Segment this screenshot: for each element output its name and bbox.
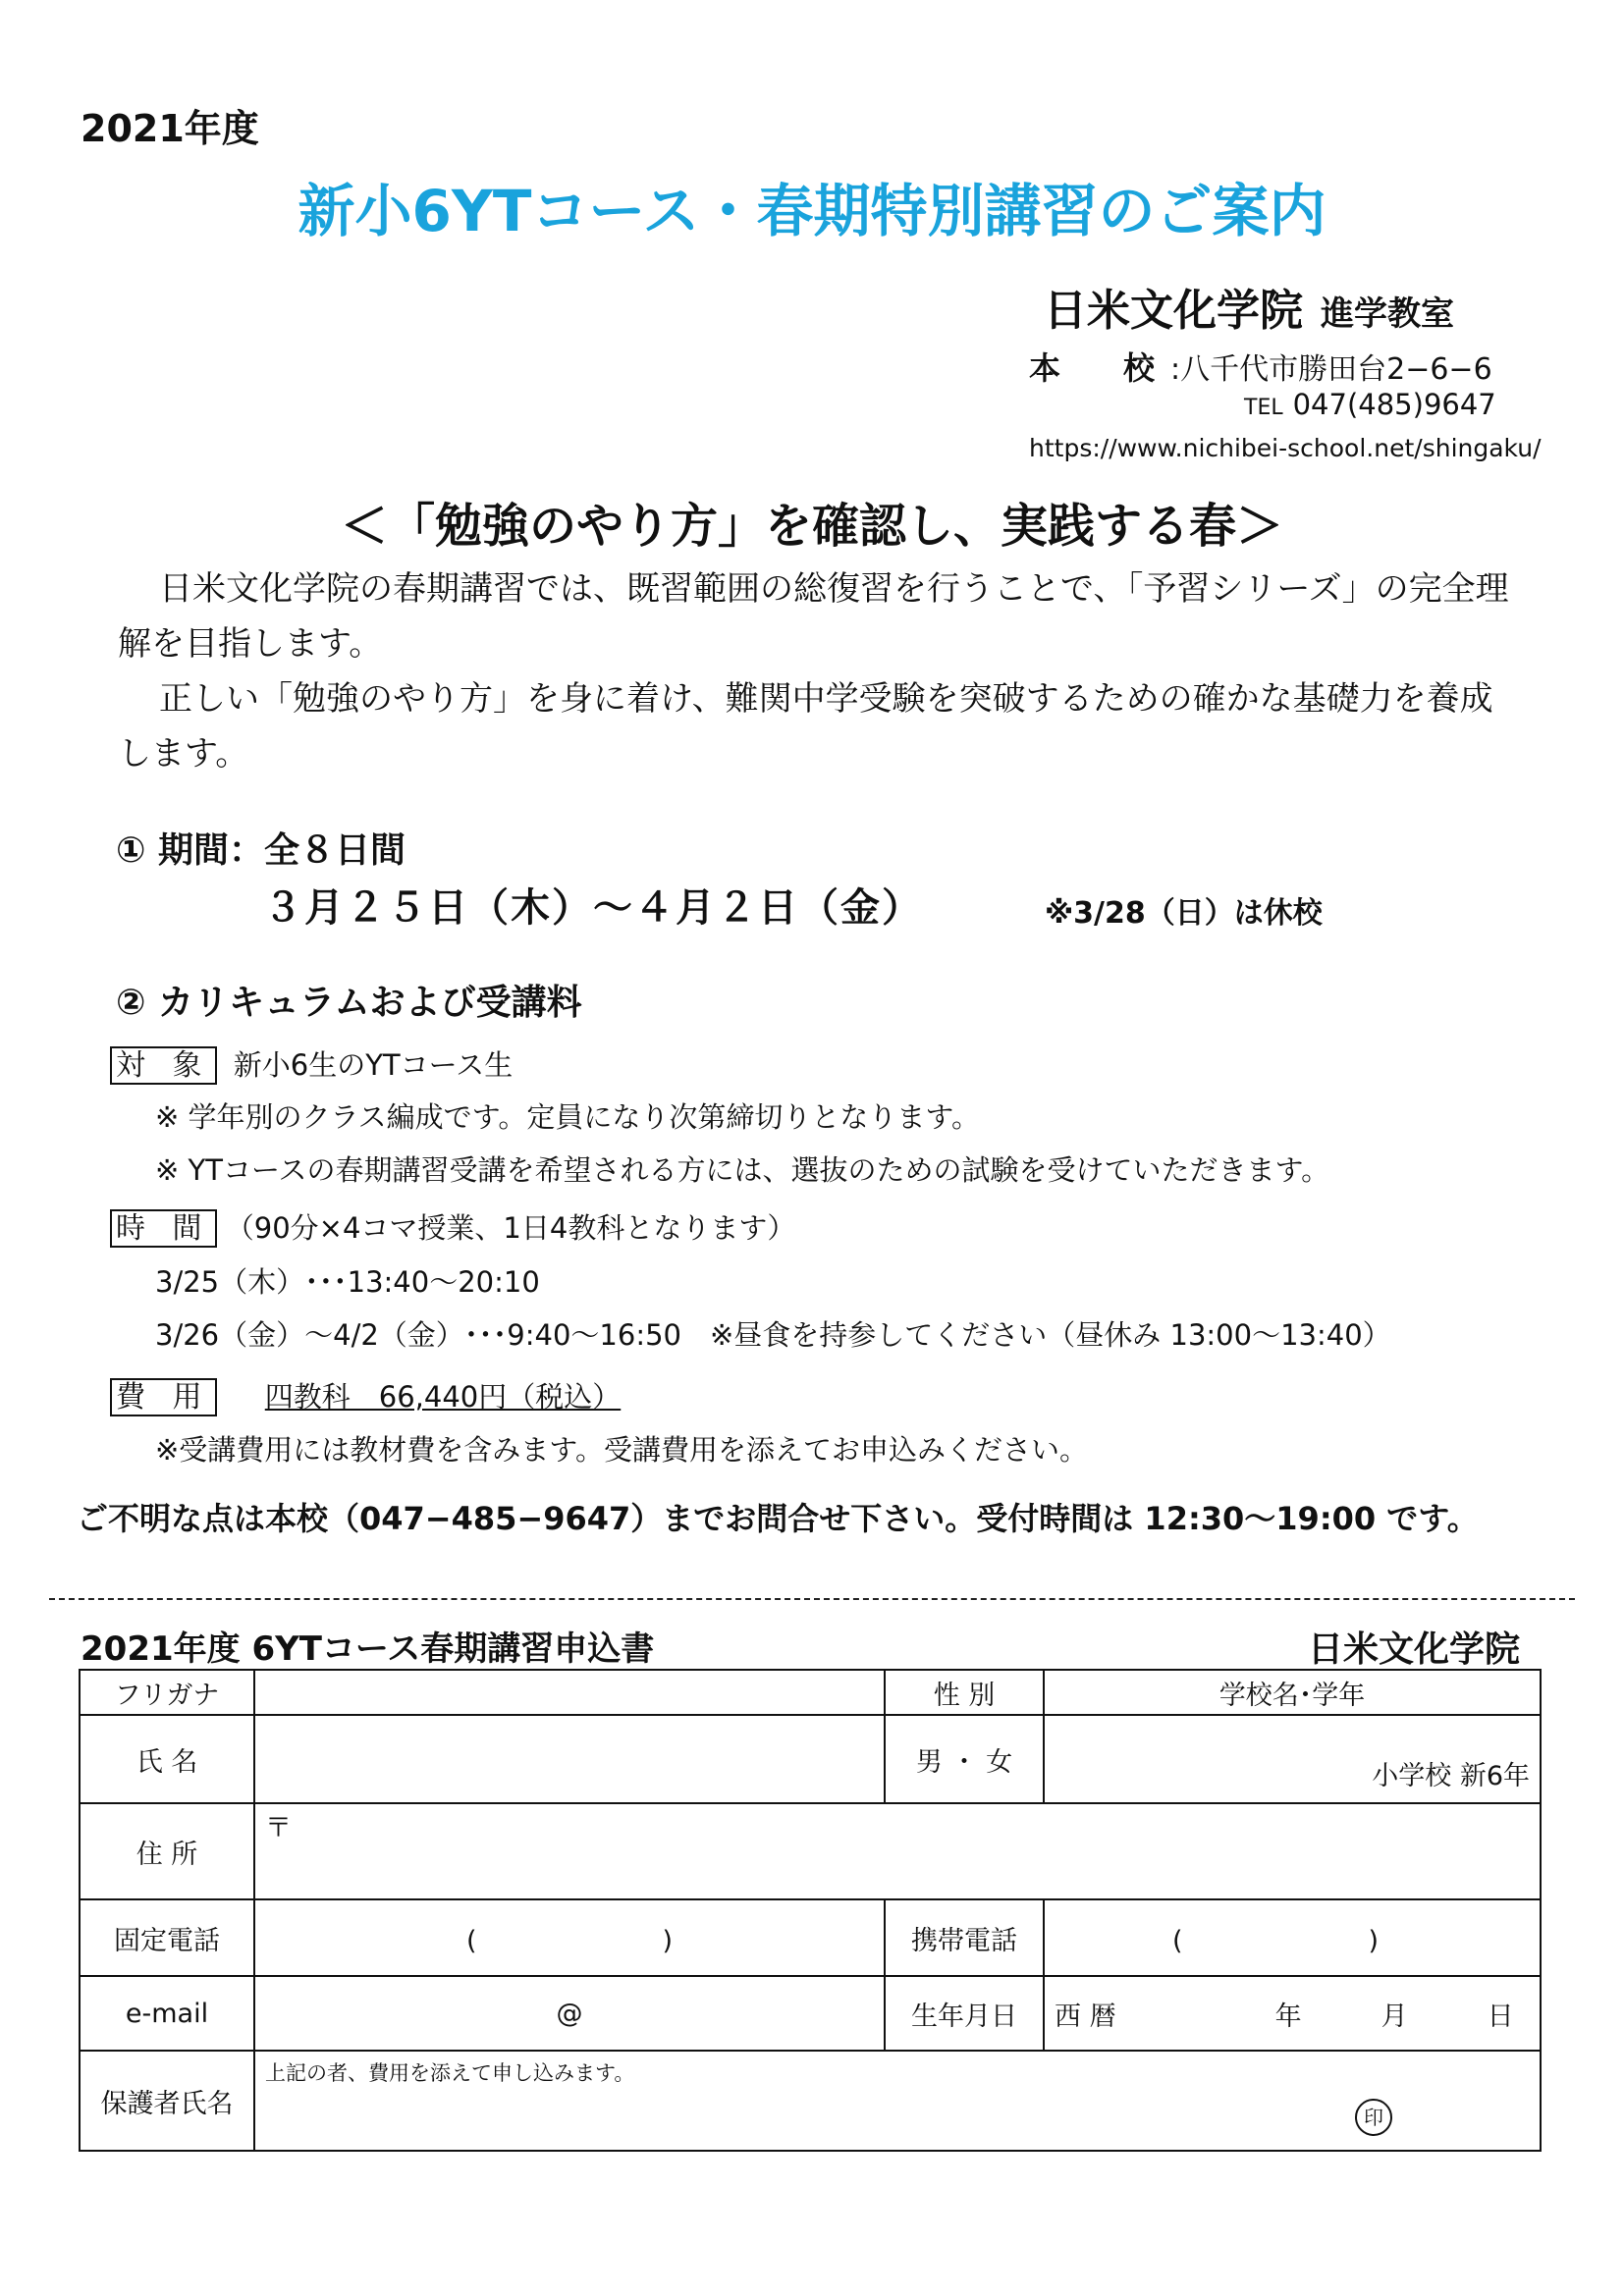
time-desc: （90分×4コマ授業、1日4教科となります）: [225, 1211, 796, 1245]
landline-label: 固定電話: [80, 1899, 254, 1976]
intro-paragraph-1: 日米文化学院の春期講習では、既習範囲の総復習を行うことで、「予習シリーズ」の完全理解を目指します。: [118, 569, 1509, 664]
name-label: 氏 名: [80, 1715, 254, 1803]
fee-value: 四教科 66,440円（税込）: [264, 1380, 622, 1414]
guardian-field[interactable]: [254, 2051, 1541, 2151]
period-heading: ① 期間：全８日間: [116, 830, 406, 871]
curriculum-heading: ② カリキュラムおよび受講料: [116, 983, 582, 1023]
contact-info: ご不明な点は本校（047−485−9647）までお問合せ下さい。受付時間は 12:30～19:00 です。: [77, 1500, 1479, 1537]
landline-field[interactable]: ( ): [254, 1899, 885, 1976]
school-address: [1029, 344, 1492, 389]
email-label: e-mail: [80, 1976, 254, 2051]
school-grade-label: 学校名･学年: [1044, 1670, 1541, 1715]
intro-paragraph-2: 正しい「勉強のやり方」を身に着け、難関中学受験を突破するための確かな基礎力を養成します。: [118, 679, 1493, 774]
tel-label: TEL: [1244, 396, 1283, 420]
page-title: 新小6YTコース・春期特別講習のご案内: [298, 178, 1326, 244]
cut-line: [49, 1598, 1575, 1600]
application-form: [79, 1669, 1542, 2152]
school-dept: 進学教室: [1321, 294, 1454, 334]
time-row: [110, 1203, 795, 1247]
target-row: [110, 1041, 513, 1084]
period-dates: ３月２５日（木）～４月２日（金）: [263, 885, 923, 931]
postal-mark: 〒: [265, 1813, 292, 1843]
fee-label: 費 用: [110, 1378, 217, 1416]
mobile-field[interactable]: ( ): [1044, 1899, 1541, 1976]
time-1: 3/25（木）･･･13:40～20:10: [155, 1265, 540, 1299]
note-2: ※ YTコースの春期講習受講を希望される方には、選抜のための試験を受けていただきます。: [155, 1153, 1330, 1187]
school-grade-field[interactable]: 小学校 新6年: [1044, 1715, 1541, 1803]
gender-field[interactable]: 男 ・ 女: [885, 1715, 1044, 1803]
closed-note: ※3/28（日）は休校: [1045, 896, 1323, 931]
guardian-note: 上記の者、費用を添えて申し込みます。: [265, 2061, 635, 2085]
gender-label: 性 別: [885, 1670, 1044, 1715]
mobile-label: 携帯電話: [885, 1899, 1044, 1976]
furigana-field[interactable]: [254, 1670, 885, 1715]
fee-note: ※受講費用には教材費を含みます。受講費用を添えてお申込みください。: [155, 1433, 1088, 1467]
year-label: 2021年度: [81, 107, 259, 150]
school-tel: [1244, 388, 1496, 421]
school-name: [1044, 275, 1454, 338]
seal-stamp-icon: 印: [1355, 2099, 1392, 2136]
birthday-field[interactable]: 西 暦 年 月 日: [1044, 1976, 1541, 2051]
guardian-label: 保護者氏名: [80, 2051, 254, 2151]
school-url[interactable]: https://www.nichibei-school.net/shingaku/: [1029, 434, 1542, 462]
fee-row: [110, 1372, 621, 1415]
tel-number: 047(485)9647: [1292, 388, 1496, 421]
target-value: 新小6生のYTコース生: [233, 1048, 514, 1082]
form-school: 日米文化学院: [1308, 1629, 1521, 1670]
name-field[interactable]: [254, 1715, 885, 1803]
furigana-label: フリガナ: [80, 1670, 254, 1715]
birthday-label: 生年月日: [885, 1976, 1044, 2051]
school-name-text: 日米文化学院: [1044, 286, 1303, 336]
section-subtitle: ＜「勉強のやり方」を確認し、実践する春＞: [340, 499, 1283, 554]
time-label: 時 間: [110, 1209, 217, 1248]
address-label-cell: 住 所: [80, 1803, 254, 1899]
address-field[interactable]: [254, 1803, 1541, 1899]
form-title: 2021年度 6YTコース春期講習申込書: [81, 1629, 655, 1669]
time-2: 3/26（金）～4/2（金）･･･9:40～16:50 ※昼食を持参してください（昼休み 13:00～13:40）: [155, 1318, 1391, 1352]
address-label: 本 校: [1029, 349, 1171, 387]
email-field[interactable]: @: [254, 1976, 885, 2051]
note-1: ※ 学年別のクラス編成です。定員になり次第締切りとなります。: [155, 1100, 981, 1134]
target-label: 対 象: [110, 1046, 217, 1085]
address-text: :八千代市勝田台2−6−6: [1170, 352, 1492, 387]
